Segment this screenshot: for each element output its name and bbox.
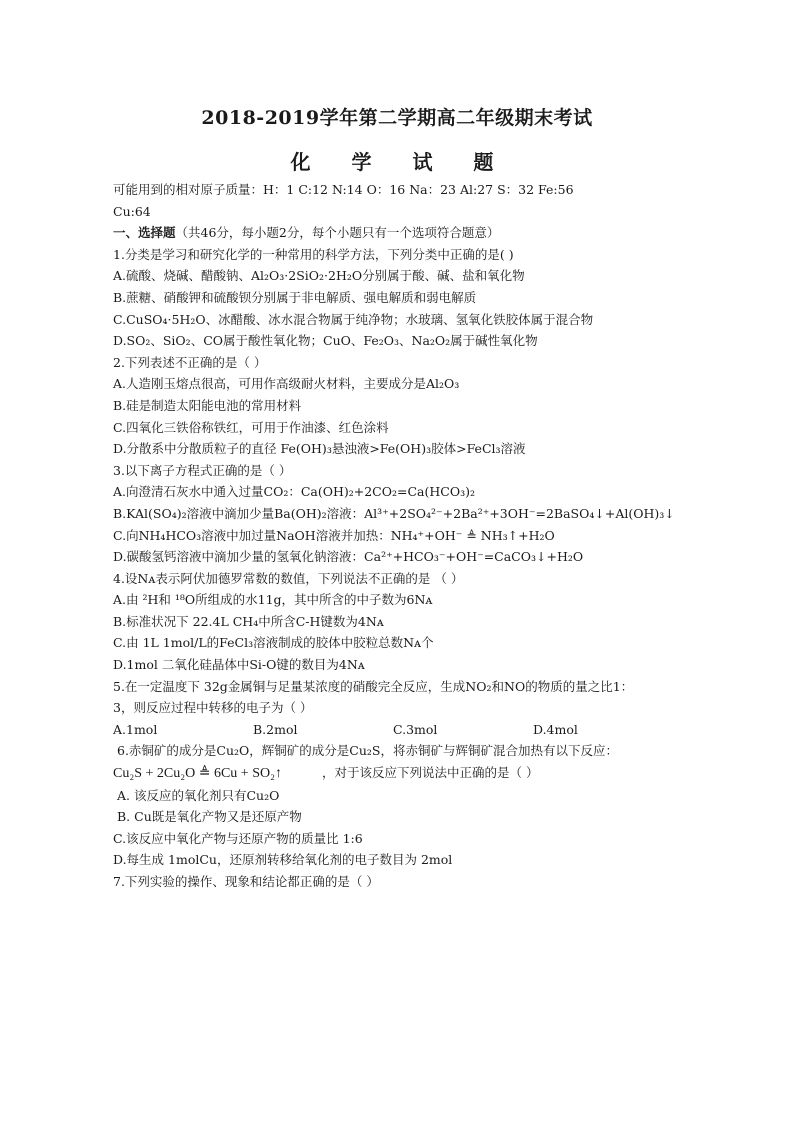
question-5-option-d: D.4mol — [533, 721, 578, 737]
question-5-options — [113, 719, 673, 741]
question-3-option-d: D.碳酸氢钙溶液中滴加少量的氢氧化钠溶液：Ca²⁺+HCO₃⁻+OH⁻=CaCO₃↓+H₂O — [113, 549, 584, 565]
question-5-option-c: C.3mol — [393, 721, 438, 737]
question-1-option-d: D.SO₂、SiO₂、CO属于酸性氧化物；CuO、Fe₂O₃、Na₂O₂属于碱性氧化物 — [113, 333, 538, 349]
question-4-stem: 4.设Nᴀ表示阿伏加德罗常数的数值，下列说法不正确的是 （ ） — [113, 570, 464, 586]
question-6-equation: Cu₂S + 2Cu₂O ≜ 6Cu + SO₂↑ — [113, 766, 282, 782]
question-3-option-c: C.向NH₄HCO₃溶液中加过量NaOH溶液并加热：NH₄⁺+OH⁻ ≜ NH₃↑+H₂O — [113, 527, 555, 543]
atomic-mass-line-2: Cu:64 — [113, 203, 151, 219]
question-5-stem-cont: 3，则反应过程中转移的电子为（ ） — [113, 700, 313, 716]
question-4-option-d: D.1mol 二氧化硅晶体中Si-O键的数目为4Nᴀ — [113, 657, 365, 673]
question-1-option-c: C.CuSO₄·5H₂O、冰醋酸、冰水混合物属于纯净物；水玻璃、氢氧化铁胶体属于混合物 — [113, 311, 594, 327]
exam-body — [113, 179, 673, 893]
question-5-stem: 5.在一定温度下 32g金属铜与足量某浓度的硝酸完全反应，生成NO₂和NO的物质的量之比1： — [113, 678, 634, 694]
question-6-option-c: C.该反应中氧化产物与还原产物的质量比 1:6 — [113, 830, 363, 846]
question-2-option-a: A.人造刚玉熔点很高，可用作高级耐火材料，主要成分是Al₂O₃ — [113, 376, 460, 392]
section-instructions: （共46分，每小题2分，每个小题只有一个选项符合题意） — [175, 225, 500, 241]
question-2-option-c: C.四氧化三铁俗称铁红，可用于作油漆、红色涂料 — [113, 419, 389, 435]
question-6-stem: 6.赤铜矿的成分是Cu₂O，辉铜矿的成分是Cu₂S，将赤铜矿与辉铜矿混合加热有以下反应： — [117, 743, 618, 759]
question-4-option-a: A.由 ²H和 ¹⁸O所组成的水11g，其中所含的中子数为6Nᴀ — [113, 592, 433, 608]
question-2-stem: 2.下列表述不正确的是（ ） — [113, 354, 267, 370]
question-2-option-d: D.分散系中分散质粒子的直径 Fe(OH)₃悬浊液>Fe(OH)₃胶体>FeCl₃溶液 — [113, 441, 526, 457]
question-5-option-a: A.1mol — [113, 721, 158, 737]
exam-title: 2018-2019学年第二学期高二年级期末考试 — [201, 107, 593, 129]
question-3-option-b: B.KAl(SO₄)₂溶液中滴加少量Ba(OH)₂溶液：Al³⁺+2SO₄²⁻+2Ba²⁺+3OH⁻=2BaSO₄↓+Al(OH)₃↓ — [113, 505, 675, 521]
question-6-equation-line — [113, 762, 673, 785]
question-4-option-c: C.由 1L 1mol/L的FeCl₃溶液制成的胶体中胶粒总数Nᴀ个 — [113, 635, 434, 651]
question-3-stem: 3.以下离子方程式正确的是（ ） — [113, 462, 292, 478]
question-2-option-b: B.硅是制造太阳能电池的常用材料 — [113, 397, 302, 413]
question-6-option-b: B. Cu既是氧化产物又是还原产物 — [117, 809, 302, 825]
question-4-option-b: B.标准状况下 22.4L CH₄中所含C-H键数为4Nᴀ — [113, 613, 384, 629]
section-label: 一、选择题 — [113, 225, 176, 241]
question-6-stem-rest: ，对于该反应下列说法中正确的是（ ） — [321, 765, 539, 781]
question-1-option-a: A.硫酸、烧碱、醋酸钠、Al₂O₃·2SiO₂·2H₂O分别属于酸、碱、盐和氧化物 — [113, 268, 525, 284]
question-1-option-b: B.蔗糖、硝酸钾和硫酸钡分别属于非电解质、强电解质和弱电解质 — [113, 289, 477, 305]
question-6-option-a: A. 该反应的氧化剂只有Cu₂O — [117, 787, 280, 803]
question-6-option-d: D.每生成 1molCu，还原剂转移给氧化剂的电子数目为 2mol — [113, 852, 453, 868]
question-7-stem: 7.下列实验的操作、现象和结论都正确的是（ ） — [113, 874, 379, 889]
question-1-stem: 1.分类是学习和研究化学的一种常用的科学方法，下列分类中正确的是( ) — [113, 246, 514, 262]
question-3-option-a: A.向澄清石灰水中通入过量CO₂：Ca(OH)₂+2CO₂=Ca(HCO₃)₂ — [113, 484, 475, 500]
section-heading — [113, 222, 673, 244]
atomic-mass-line: 可能用到的相对原子质量：H：1 C:12 N:14 O：16 Na：23 Al:27 S：32 Fe:56 — [113, 182, 574, 197]
question-5-option-b: B.2mol — [253, 721, 298, 737]
exam-subtitle: 化 学 试 题 — [290, 150, 504, 174]
